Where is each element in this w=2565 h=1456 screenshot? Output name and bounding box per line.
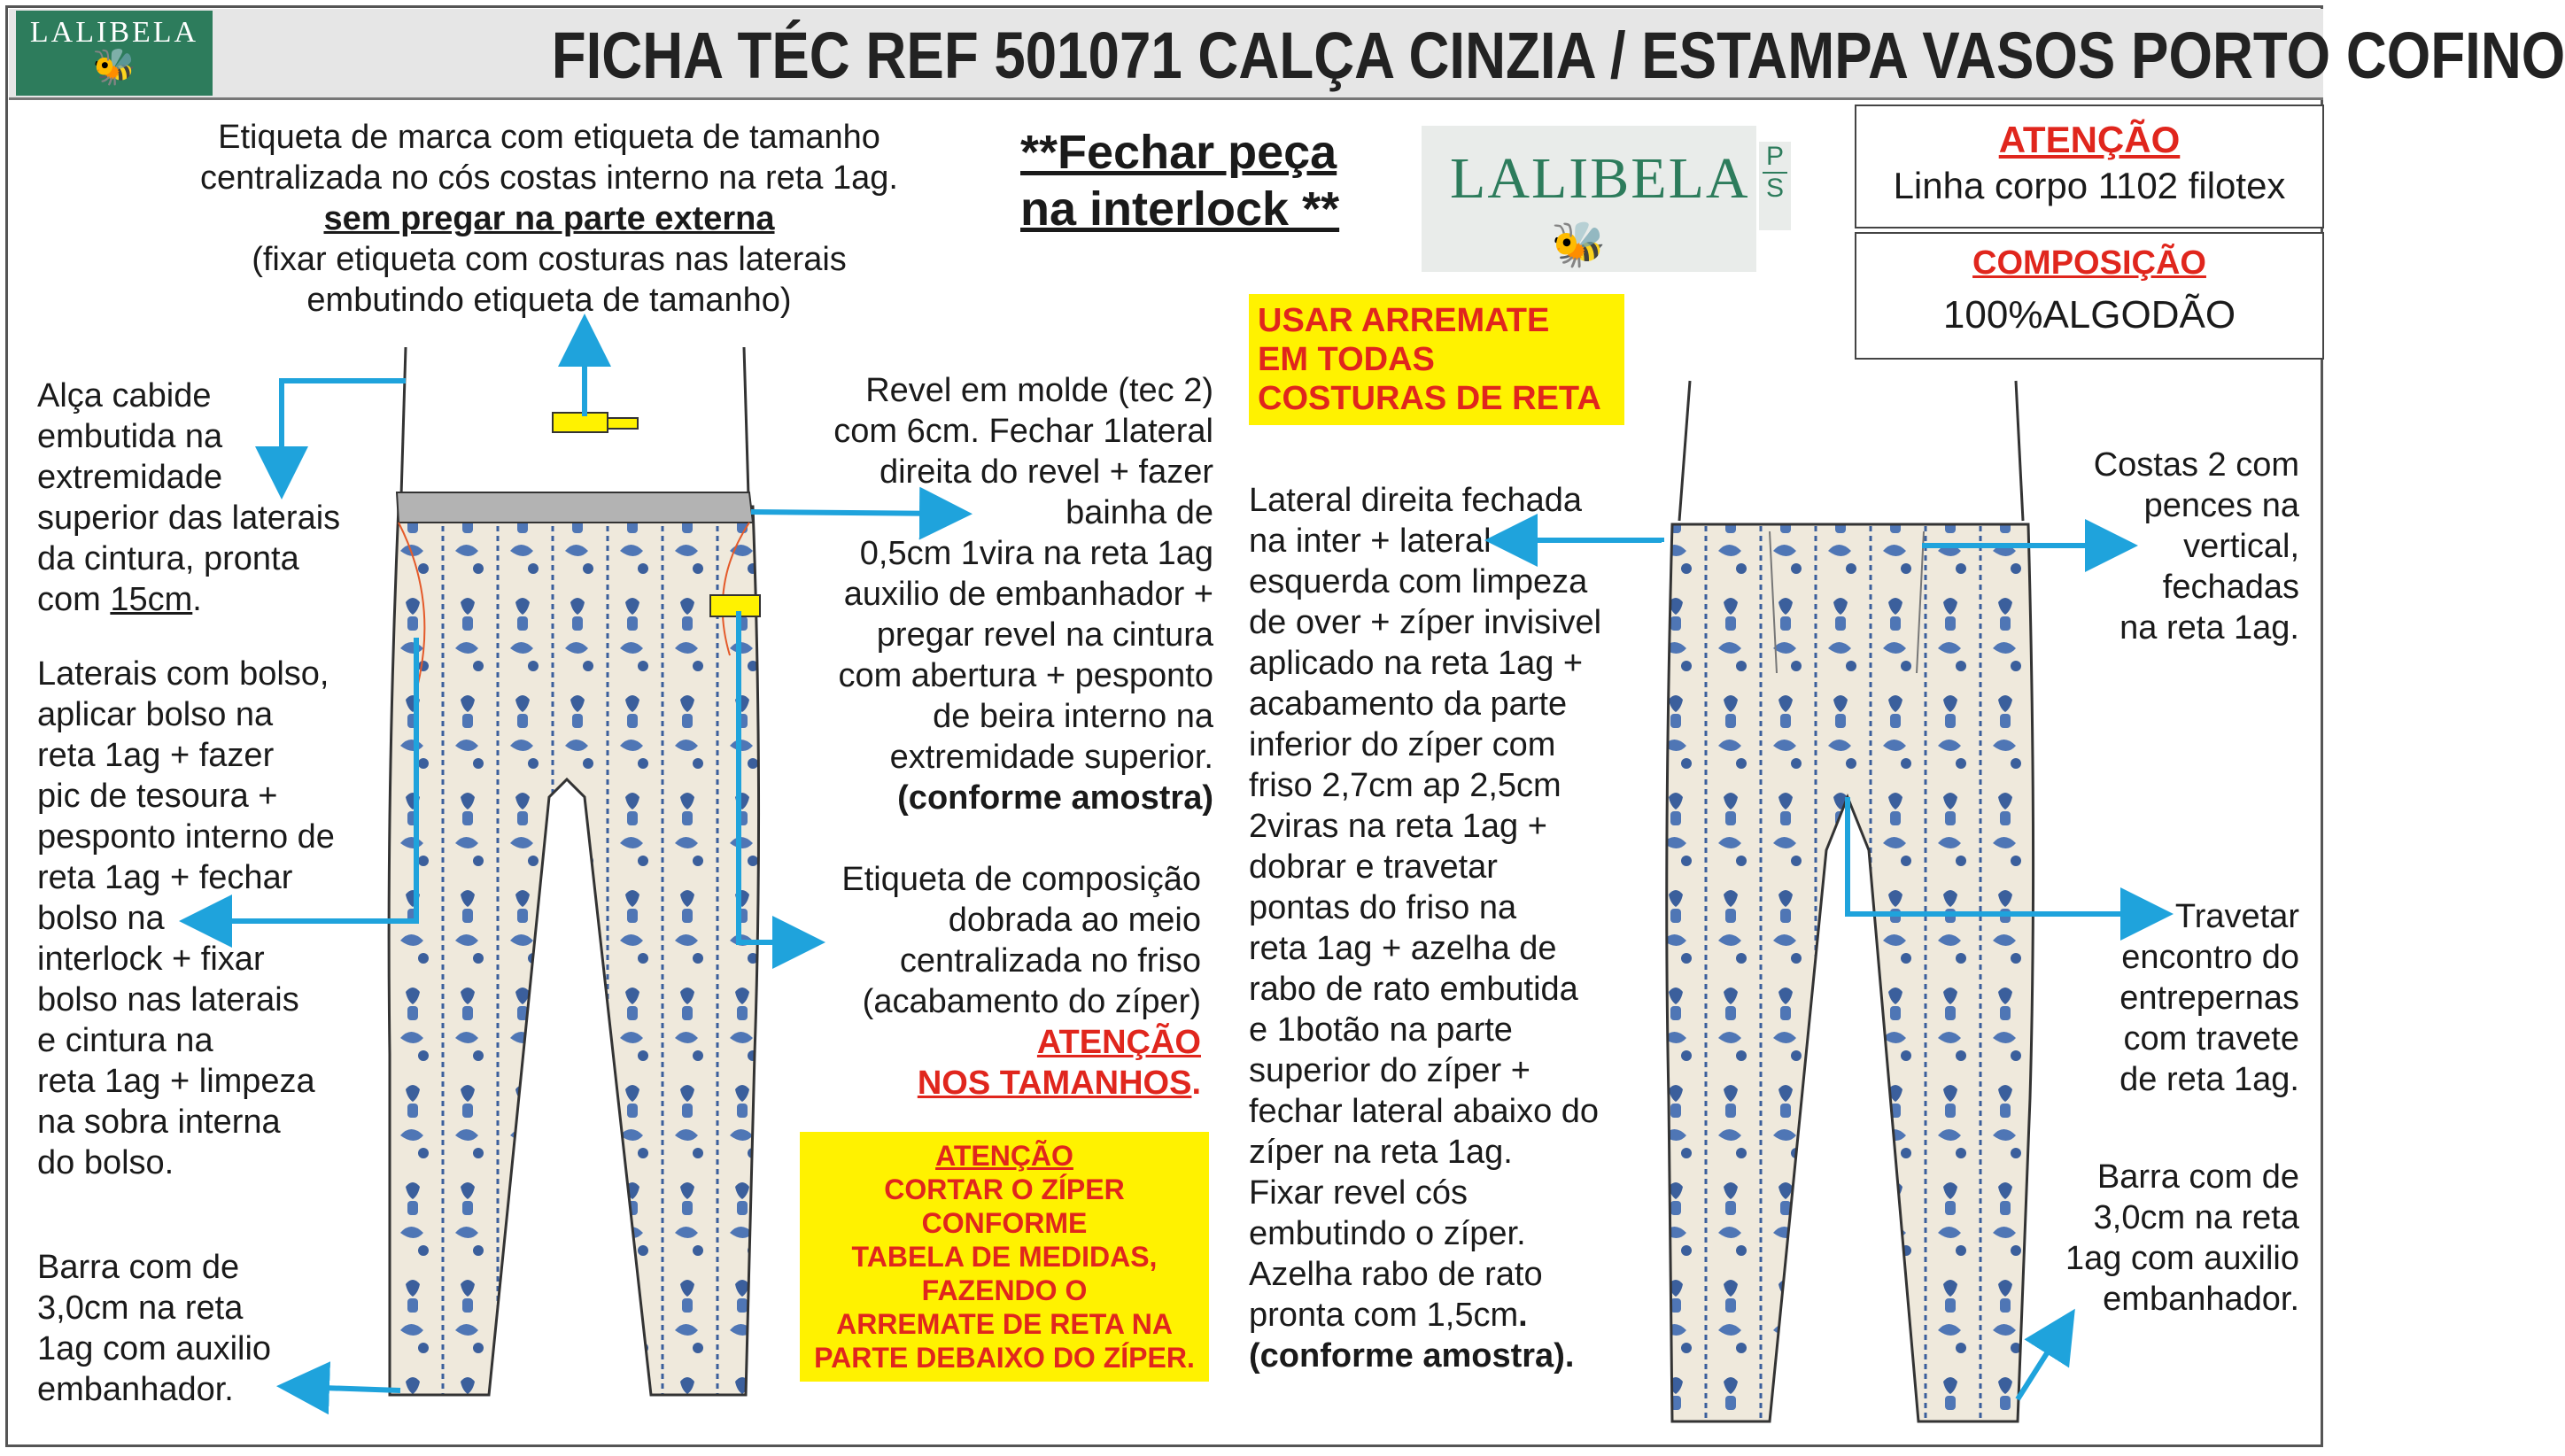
arrow-lateral-direita — [1506, 540, 1662, 542]
note-line: dobrar e travetar — [1249, 848, 1498, 886]
hanger-loop-left — [1679, 381, 1690, 521]
alert-line: CONFORME — [921, 1207, 1088, 1239]
page-title: FICHA TÉC REF 501071 CALÇA CINZIA / ESTAMPA VASOS PORTO COFINO — [551, 19, 2565, 92]
note-line: vertical, — [2183, 528, 2299, 565]
note-line: superior das laterais — [37, 500, 341, 537]
atencao-value: Linha corpo 1102 filotex — [1893, 165, 2286, 206]
composition-label — [710, 595, 760, 616]
size-tag-s: S — [1765, 174, 1784, 203]
note-line: embutindo o zíper. — [1249, 1215, 1526, 1252]
alert-dot: . — [1191, 1065, 1201, 1102]
note-line: pic de tesoura + — [37, 778, 278, 815]
text-value: 15cm — [110, 581, 193, 618]
note-line: com travete — [2123, 1020, 2299, 1057]
note-line-emphasis: sem pregar na parte externa — [323, 200, 775, 237]
atencao-title: ATENÇÃO — [1998, 119, 2181, 160]
note-line: de reta 1ag. — [2119, 1061, 2299, 1098]
note-line: aplicar bolso na — [37, 696, 274, 733]
note-line: acabamento da parte — [1249, 685, 1568, 723]
arrow-barra-right — [2018, 1327, 2064, 1399]
note-line: Etiqueta de marca com etiqueta de tamanho — [218, 119, 880, 156]
note-line: 3,0cm na reta — [2093, 1199, 2299, 1236]
note-line: Barra com de — [2096, 1158, 2299, 1196]
alert-line: ATENÇÃO — [935, 1140, 1073, 1172]
note-line: de over + zíper invisivel — [1249, 604, 1602, 641]
note-line-bold: (conforme amostra). — [1249, 1337, 1575, 1375]
note-line: na sobra interna — [37, 1104, 281, 1141]
note-line: 1ag com auxilio — [2065, 1240, 2299, 1277]
alert-line: ARREMATE DE RETA NA — [836, 1308, 1173, 1340]
note-line: reta 1ag + fazer — [37, 737, 275, 774]
front-trousers — [389, 347, 760, 1395]
note-line: na interlock ** — [1020, 182, 1340, 236]
note-line: na reta 1ag. — [2119, 609, 2299, 647]
note-line: bolso nas laterais — [37, 981, 299, 1018]
note-line: entrepernas — [2119, 980, 2299, 1017]
note-line: embutindo etiqueta de tamanho) — [306, 282, 792, 319]
note-line: Etiqueta de composição — [841, 861, 1201, 898]
alert-line: PARTE DEBAIXO DO ZÍPER. — [814, 1342, 1195, 1374]
note-line: extremidade — [37, 459, 223, 496]
brand-name: LALIBELA — [29, 16, 199, 49]
front-body — [389, 507, 758, 1395]
waistband-facing — [397, 492, 753, 523]
text-suffix: . — [192, 581, 202, 618]
alert-line: ATENÇÃO — [1036, 1024, 1201, 1061]
size-label — [608, 418, 638, 429]
text-prefix: pronta com 1,5cm — [1249, 1297, 1519, 1334]
note-line: 1ag com auxilio — [37, 1330, 272, 1367]
arrow-revel — [751, 512, 951, 514]
note-line: pesponto interno de — [37, 818, 335, 856]
note-line: zíper na reta 1ag. — [1249, 1134, 1513, 1171]
arrow-alca-cabide — [282, 381, 406, 478]
note-line: bolso na — [37, 900, 165, 937]
note-line: esquerda com limpeza — [1249, 563, 1588, 600]
note-line: Costas 2 com — [2093, 446, 2299, 484]
note-line: 0,5cm 1vira na reta 1ag — [859, 535, 1213, 572]
note-line: interlock + fixar — [37, 941, 265, 978]
note-line: embanhador. — [37, 1371, 234, 1408]
note-line: EM TODAS — [1258, 341, 1435, 378]
note-line: reta 1ag + azelha de — [1249, 930, 1557, 967]
note-line: Lateral direita fechada — [1249, 482, 1583, 519]
note-line: embanhador. — [2103, 1281, 2299, 1318]
note-line: reta 1ag + fechar — [37, 859, 293, 896]
note-line: Fixar revel cós — [1249, 1174, 1468, 1212]
note-line: COSTURAS DE RETA — [1258, 380, 1601, 417]
note-line: dobrada ao meio — [948, 902, 1201, 939]
note-line: embutida na — [37, 418, 223, 455]
text-suffix: . — [1518, 1297, 1528, 1334]
note-line: Travetar — [2174, 898, 2299, 935]
bee-icon: 🐝 — [92, 47, 136, 87]
note-line: encontro do — [2121, 939, 2299, 976]
composicao-title: COMPOSIÇÃO — [1972, 244, 2206, 282]
note-line: bainha de — [1066, 494, 1213, 531]
note-line: 3,0cm na reta — [37, 1289, 244, 1327]
arrow-laterais-bolso — [200, 638, 416, 921]
note-line: com 6cm. Fechar 1lateral — [833, 413, 1213, 450]
note-line: rabo de rato embutida — [1249, 971, 1578, 1008]
note-line: (acabamento do zíper) — [862, 983, 1201, 1020]
note-line: centralizada no cós costas interno na reta 1ag. — [200, 159, 898, 197]
note-line: Alça cabide — [37, 377, 212, 414]
hanger-loop-right — [744, 347, 748, 496]
alert-line: NOS TAMANHOS — [917, 1065, 1192, 1102]
note-line: pences na — [2143, 487, 2299, 524]
note-line: inferior do zíper com — [1249, 726, 1556, 763]
note-line: na inter + lateral — [1249, 523, 1492, 560]
note-line: auxilio de embanhador + — [843, 576, 1213, 613]
alert-line: FAZENDO O — [921, 1274, 1088, 1306]
note-line: da cintura, pronta — [37, 540, 299, 577]
note-line: fechar lateral abaixo do — [1249, 1093, 1600, 1130]
note-line: friso 2,7cm ap 2,5cm — [1249, 767, 1561, 804]
note-line: pregar revel na cintura — [876, 616, 1213, 654]
note-line: Revel em molde (tec 2) — [865, 372, 1213, 409]
note-line: aplicado na reta 1ag + — [1249, 645, 1584, 682]
note-line: pontas do friso na — [1249, 889, 1517, 926]
arrow-barra-left — [298, 1387, 400, 1390]
note-line: centralizada no friso — [899, 942, 1201, 980]
note-line: Laterais com bolso, — [37, 655, 329, 693]
note-line: 2viras na reta 1ag + — [1249, 808, 1547, 845]
brand-label — [553, 413, 608, 432]
note-line: Barra com de — [37, 1249, 240, 1286]
note-line-bold: (conforme amostra) — [897, 779, 1213, 817]
note-line: e 1botão na parte — [1249, 1011, 1513, 1049]
hanger-loop-right — [2016, 381, 2023, 521]
note-line: de beira interno na — [933, 698, 1213, 735]
note-line: (fixar etiqueta com costuras nas laterais — [252, 241, 847, 278]
bee-icon: 🐝 — [1551, 220, 1607, 269]
note-line: fechadas — [2162, 569, 2299, 606]
note-line: Azelha rabo de rato — [1249, 1256, 1543, 1293]
size-tag-p: P — [1765, 142, 1784, 171]
note-line: do bolso. — [37, 1144, 174, 1181]
alert-line: CORTAR O ZÍPER — [884, 1173, 1125, 1205]
text-prefix: com — [37, 581, 111, 618]
brand-card-name: LALIBELA — [1450, 146, 1750, 211]
note-line: reta 1ag + limpeza — [37, 1063, 315, 1100]
alert-line: TABELA DE MEDIDAS, — [851, 1241, 1158, 1273]
note-line: direita do revel + fazer — [879, 453, 1213, 491]
note-line: USAR ARREMATE — [1258, 302, 1550, 339]
hanger-loop-left — [401, 347, 406, 496]
back-body — [1667, 524, 2034, 1421]
note-line: com abertura + pesponto — [838, 657, 1213, 694]
note-line: e cintura na — [37, 1022, 213, 1059]
composicao-value: 100%ALGODÃO — [1942, 293, 2236, 337]
note-line: superior do zíper + — [1249, 1052, 1530, 1089]
note-line: **Fechar peça — [1020, 126, 1337, 179]
note-line: extremidade superior. — [889, 739, 1213, 776]
